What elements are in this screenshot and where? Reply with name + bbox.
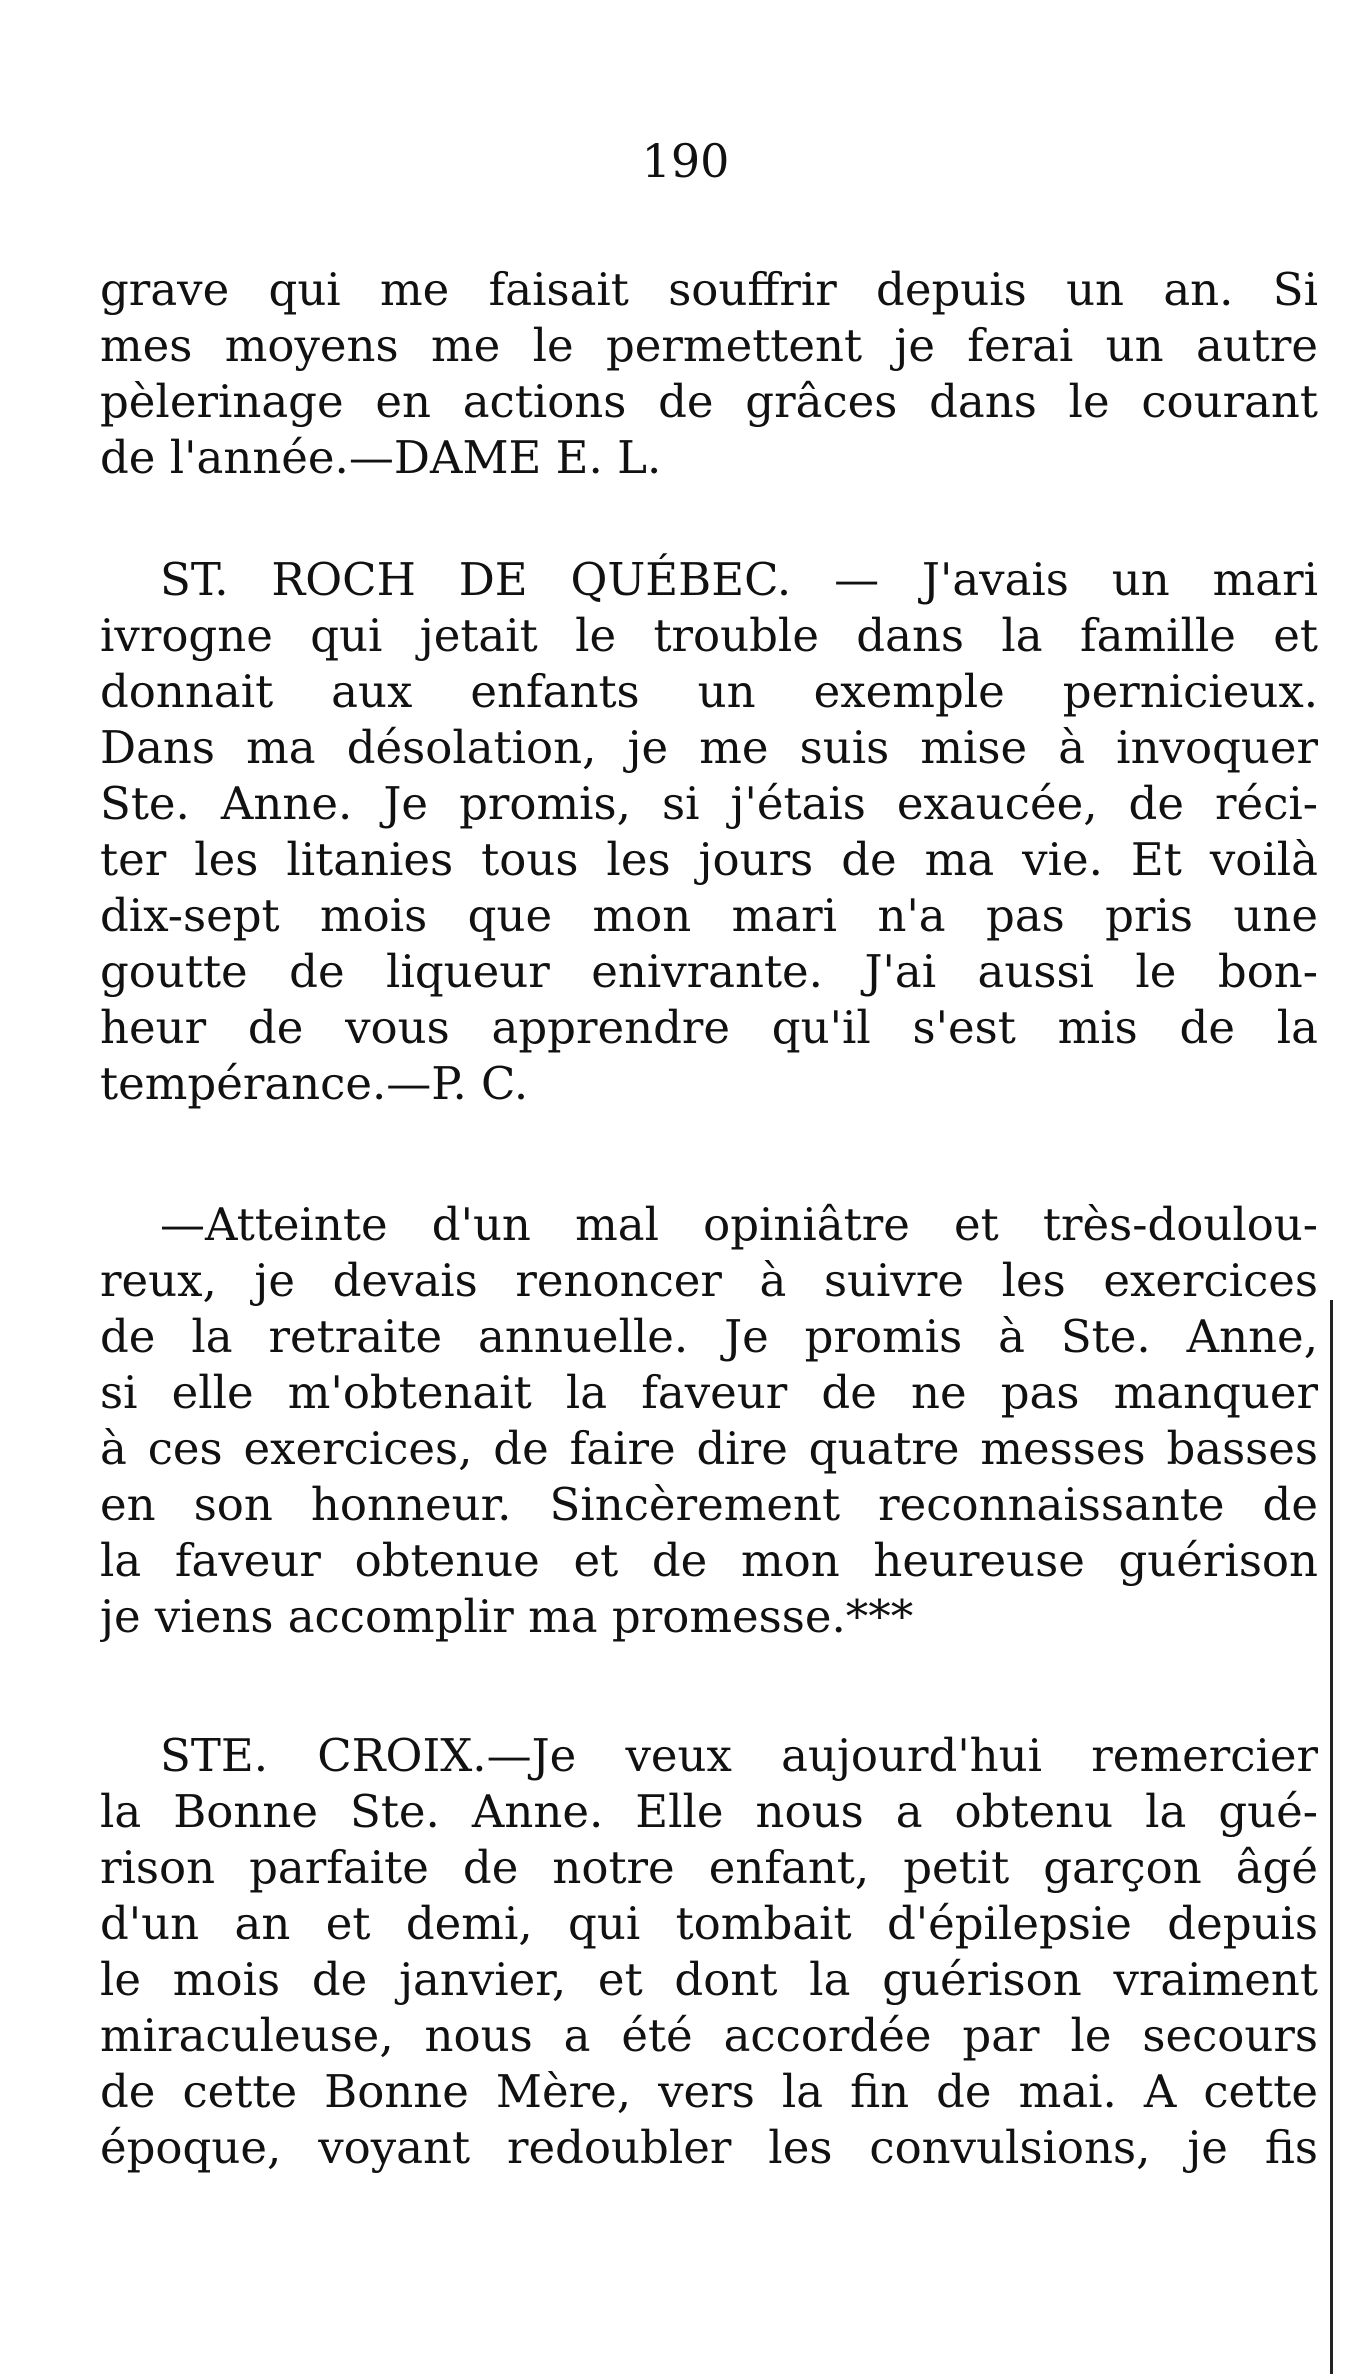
text-line: à ces exercices, de faire dire quatre messes basses — [100, 1422, 1318, 1475]
text-line: de la retraite annuelle. Je promis à Ste. Anne, — [100, 1310, 1318, 1363]
text-line: la faveur obtenue et de mon heureuse guérison — [100, 1534, 1318, 1587]
text-line: Ste. Anne. Je promis, si j'étais exaucée, de réci- — [100, 777, 1318, 830]
text-line: en son honneur. Sincèrement reconnaissante de — [100, 1478, 1318, 1531]
text-line: donnait aux enfants un exemple pernicieux. — [100, 665, 1318, 718]
text-line: ter les litanies tous les jours de ma vie. Et voilà — [100, 833, 1318, 886]
text-line: ivrogne qui jetait le trouble dans la famille et — [100, 609, 1318, 662]
paragraph-continuation — [100, 262, 1318, 486]
text-line: reux, je devais renoncer à suivre les exercices — [100, 1254, 1318, 1307]
text-line: de cette Bonne Mère, vers la fin de mai. A cette — [100, 2065, 1318, 2118]
text-line: dix-sept mois que mon mari n'a pas pris une — [100, 889, 1318, 942]
paragraph-ste-croix — [100, 1728, 1318, 2176]
text-line: je viens accomplir ma promesse.*** — [100, 1590, 914, 1643]
text-line: grave qui me faisait souffrir depuis un an. Si — [100, 263, 1318, 316]
text-line: STE. CROIX.—Je veux aujourd'hui remercier — [160, 1729, 1318, 1782]
text-line: si elle m'obtenait la faveur de ne pas manquer — [100, 1366, 1318, 1419]
text-line: pèlerinage en actions de grâces dans le courant — [100, 375, 1318, 428]
text-line: d'un an et demi, qui tombait d'épilepsie depuis — [100, 1897, 1318, 1950]
text-line: Dans ma désolation, je me suis mise à invoquer — [100, 721, 1318, 774]
text-line: heur de vous apprendre qu'il s'est mis de la — [100, 1001, 1318, 1054]
text-line: le mois de janvier, et dont la guérison vraiment — [100, 1953, 1318, 2006]
page-number: 190 — [641, 134, 730, 188]
text-line: goutte de liqueur enivrante. J'ai aussi le bon- — [100, 945, 1318, 998]
page-edge-rule — [1330, 1300, 1333, 2374]
text-line: la Bonne Ste. Anne. Elle nous a obtenu la gué- — [100, 1785, 1318, 1838]
text-line: tempérance.—P. C. — [100, 1057, 529, 1110]
paragraph-atteinte — [100, 1197, 1318, 1645]
text-line: ST. ROCH DE QUÉBEC. — J'avais un mari — [160, 553, 1318, 606]
paragraph-st-roch — [100, 552, 1318, 1112]
text-line: mes moyens me le permettent je ferai un autre — [100, 319, 1318, 372]
text-line: rison parfaite de notre enfant, petit garçon âgé — [100, 1841, 1318, 1894]
text-line: époque, voyant redoubler les convulsions, je fis — [100, 2121, 1318, 2174]
text-line: —Atteinte d'un mal opiniâtre et très-doulou- — [160, 1198, 1318, 1251]
text-line: de l'année.—DAME E. L. — [100, 431, 662, 484]
text-line: miraculeuse, nous a été accordée par le secours — [100, 2009, 1318, 2062]
